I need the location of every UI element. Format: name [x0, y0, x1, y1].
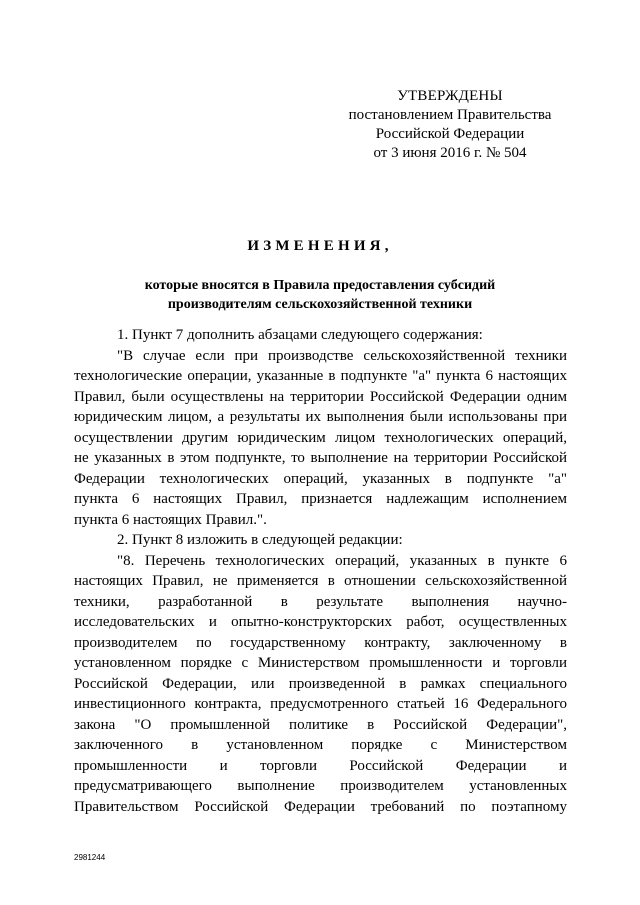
- body-line: закона "О промышленной политике в Российской Федерации",: [74, 716, 567, 733]
- body-line: Правительством Российской Федерации требований по поэтапному: [74, 798, 567, 815]
- body-line: промышленности и торговли Российской Федерации и: [74, 757, 567, 774]
- body-line: установленном порядке с Министерством промышленности и торговли: [74, 655, 567, 671]
- body-line: "8. Перечень технологических операций, указанных в пункте 6: [117, 552, 567, 569]
- body-line: пункта 6 настоящих Правил, признается надлежащим исполнением: [74, 491, 567, 507]
- body-line: 1. Пункт 7 дополнить абзацами следующего содержания:: [117, 327, 483, 343]
- body-line: не указанных в этом подпункте, то выполнение на территории Российской: [74, 450, 567, 466]
- body-line: пункта 6 настоящих Правил.".: [74, 511, 267, 528]
- document-title: [72, 236, 568, 314]
- title-heading: ИЗМЕНЕНИЯ,: [247, 238, 393, 254]
- body-line: Федерации технологических операций, указанных в подпункте "а": [74, 470, 567, 487]
- body-line: техники, разработанной в результате выполнения научно-: [74, 593, 567, 610]
- approval-line-country: Российской Федерации: [375, 126, 525, 142]
- body-line: предусматривающего выполнение производителем установленных: [74, 778, 567, 794]
- body-line: осуществлении другим юридическим лицом технологических операций,: [74, 429, 567, 446]
- body-line: Правил, были осуществлены на территории Российской Федерации одним: [74, 388, 567, 405]
- body-line: производителем по государственному контракту, заключенному в: [74, 634, 567, 651]
- document-code: 2981244: [74, 853, 106, 862]
- title-subtitle-line-2: производителям сельскохозяйственной техники: [167, 297, 473, 312]
- document-body: [74, 325, 567, 817]
- body-line: Российской Федерации, или произведенной в рамках специального: [74, 675, 567, 692]
- body-line: технологические операции, указанные в подпункте "а" пункта 6 настоящих: [74, 368, 567, 384]
- body-line: юридическим лицом, а результаты их выполнения были использованы при: [74, 409, 567, 425]
- approval-line-date-number: от 3 июня 2016 г. № 504: [373, 145, 527, 161]
- body-line: инвестиционного контракта, предусмотренного статьей 16 Федерального: [74, 696, 567, 712]
- title-subtitle-line-1: которые вносятся в Правила предоставления субсидий: [144, 278, 496, 293]
- approval-stamp: [320, 87, 580, 163]
- body-line: исследовательских и опытно-конструкторских работ, осуществленных: [74, 614, 567, 630]
- approved-label: УТВЕРЖДЕНЫ: [397, 88, 503, 104]
- body-line: "В случае если при производстве сельскохозяйственной техники: [117, 347, 567, 364]
- body-line: настоящих Правил, не применяется в отношении сельскохозяйственной: [74, 573, 567, 589]
- approval-line-decree: постановлением Правительства: [348, 107, 552, 123]
- body-line: заключенного в установленном порядке с Министерством: [74, 737, 567, 753]
- body-line: 2. Пункт 8 изложить в следующей редакции:: [117, 532, 403, 548]
